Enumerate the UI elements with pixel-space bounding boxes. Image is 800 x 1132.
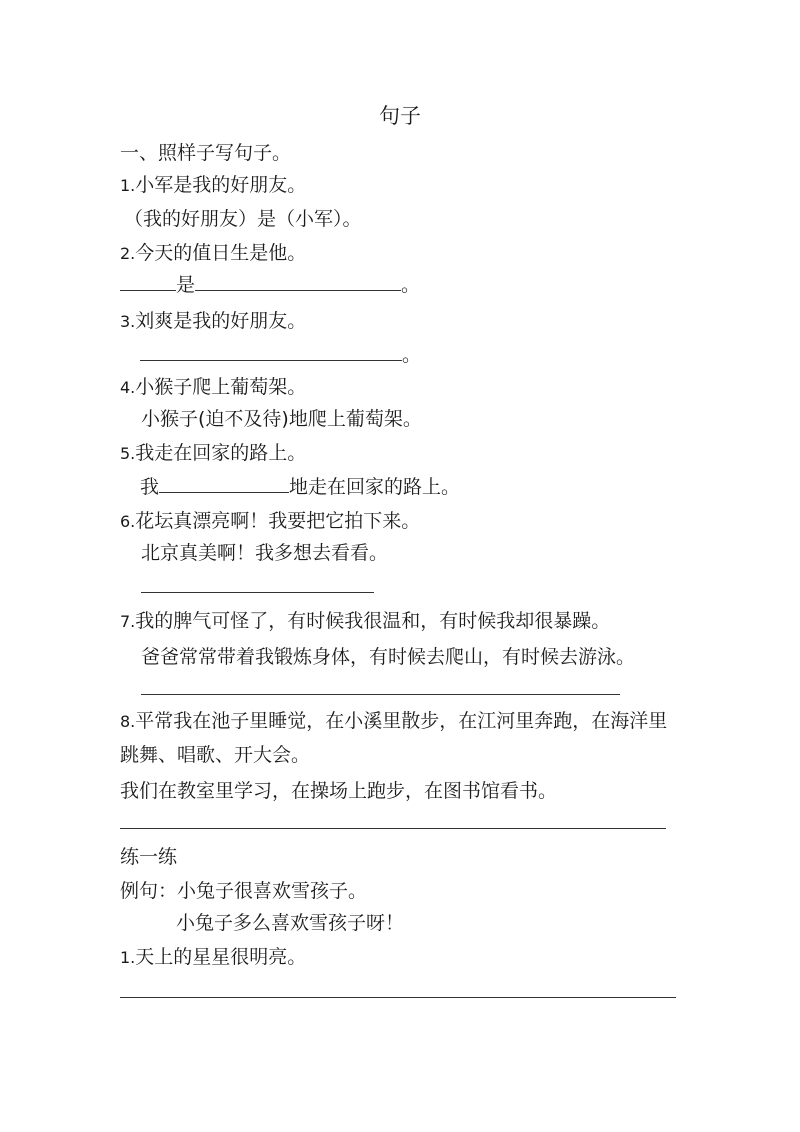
question-5 bbox=[120, 440, 306, 467]
answer-blank[interactable] bbox=[141, 592, 374, 593]
question-7-prompt: 我的脾气可怪了，有时候我很温和，有时候我却很暴躁。 bbox=[135, 610, 611, 632]
question-6-prompt: 花坛真漂亮啊！我要把它拍下来。 bbox=[135, 510, 421, 532]
question-5-answer-line bbox=[140, 474, 460, 500]
answer-blank[interactable] bbox=[120, 997, 676, 998]
question-4 bbox=[120, 374, 306, 401]
question-7-number: 7. bbox=[120, 612, 136, 631]
question-8 bbox=[120, 708, 667, 735]
answer-blank[interactable] bbox=[159, 474, 289, 493]
question-6-example: 北京真美啊！我多想去看看。 bbox=[141, 542, 389, 564]
practice-question-1 bbox=[120, 944, 306, 971]
question-6 bbox=[120, 508, 420, 535]
question-1-prompt: 小军是我的好朋友。 bbox=[135, 174, 307, 196]
practice-example-label: 例句： bbox=[120, 880, 178, 902]
question-2 bbox=[120, 240, 306, 267]
practice-example bbox=[120, 878, 367, 904]
answer-blank[interactable] bbox=[120, 828, 666, 829]
answer-blank[interactable] bbox=[141, 694, 620, 695]
question-3 bbox=[120, 308, 306, 335]
question-8-prompt-line-2: 跳舞、唱歌、开大会。 bbox=[120, 744, 311, 766]
question-3-answer-line bbox=[140, 342, 421, 368]
question-2-end: 。 bbox=[401, 274, 421, 296]
question-2-answer-line bbox=[120, 272, 420, 298]
question-3-number: 3. bbox=[120, 312, 136, 331]
question-2-prompt: 今天的值日生是他。 bbox=[135, 242, 307, 264]
page-title: 句子 bbox=[379, 104, 421, 128]
question-2-middle: 是 bbox=[176, 274, 196, 296]
practice-question-1-number: 1. bbox=[120, 948, 136, 967]
question-1-number: 1. bbox=[120, 176, 136, 195]
question-6-number: 6. bbox=[120, 512, 136, 531]
question-5-start: 我 bbox=[140, 476, 160, 498]
question-5-prompt: 我走在回家的路上。 bbox=[135, 442, 307, 464]
question-7-example: 爸爸常常带着我锻炼身体，有时候去爬山，有时候去游泳。 bbox=[141, 646, 636, 668]
question-1-example: （我的好朋友）是（小军）。 bbox=[124, 208, 362, 230]
question-2-number: 2. bbox=[120, 244, 136, 263]
practice-question-1-prompt: 天上的星星很明亮。 bbox=[135, 946, 307, 968]
question-3-prompt: 刘爽是我的好朋友。 bbox=[135, 310, 307, 332]
answer-blank[interactable] bbox=[195, 272, 401, 291]
question-1 bbox=[120, 172, 306, 199]
question-8-number: 8. bbox=[120, 712, 136, 731]
question-3-end: 。 bbox=[402, 344, 422, 366]
answer-blank[interactable] bbox=[120, 272, 176, 291]
practice-example-answer: 小兔子多么喜欢雪孩子呀！ bbox=[176, 912, 405, 934]
question-8-example: 我们在教室里学习，在操场上跑步，在图书馆看书。 bbox=[120, 780, 558, 802]
question-8-prompt-line-1: 平常我在池子里睡觉，在小溪里散步，在江河里奔跑，在海洋里 bbox=[135, 710, 668, 732]
section-heading: 一、照样子写句子。 bbox=[120, 142, 292, 164]
practice-heading: 练一练 bbox=[120, 846, 178, 868]
question-7 bbox=[120, 608, 610, 635]
question-4-prompt: 小猴子爬上葡萄架。 bbox=[135, 376, 307, 398]
answer-blank[interactable] bbox=[140, 342, 402, 361]
question-4-example: 小猴子(迫不及待)地爬上葡萄架。 bbox=[141, 408, 422, 430]
question-5-number: 5. bbox=[120, 444, 136, 463]
question-5-end: 地走在回家的路上。 bbox=[289, 476, 461, 498]
question-4-number: 4. bbox=[120, 378, 136, 397]
practice-example-sentence: 小兔子很喜欢雪孩子。 bbox=[177, 880, 368, 902]
